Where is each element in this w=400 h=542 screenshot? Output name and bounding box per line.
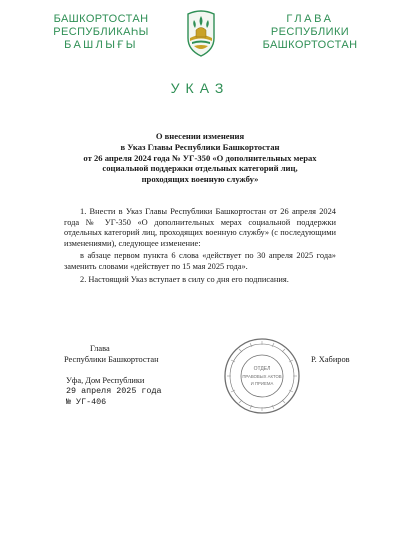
stamp-line-3: И ПРИЕМА [250, 381, 274, 386]
header-bashkir-line-3: БАШЛЫҒЫ [64, 39, 138, 51]
subject-line-1: О внесении изменения [155, 131, 245, 141]
header-bashkir [38, 13, 164, 52]
document-date: 29 апреля 2025 года [66, 386, 162, 396]
subject-line-5: проходящих военную службу» [141, 174, 259, 185]
signatory-name: Р. Хабиров [311, 355, 350, 364]
signatory-position [64, 344, 159, 366]
stamp-line-1: ОТДЕЛ [253, 366, 271, 372]
header-russian-line-3: БАШКОРТОСТАН [262, 39, 358, 51]
document-place: Уфа, Дом Республики [66, 376, 145, 385]
official-stamp [222, 336, 302, 416]
signatory-position-line-2: Республики Башкортостан [64, 354, 159, 364]
header-russian-line-1: ГЛАВА [286, 13, 334, 25]
document-body [64, 207, 336, 287]
stamp-line-2: ПРАВОВЫХ АКТОВ [242, 374, 282, 379]
header-bashkir-line-1: БАШКОРТОСТАН [53, 13, 149, 25]
document-subject [70, 131, 330, 185]
bashkortostan-emblem-icon [184, 8, 218, 58]
subject-line-3: от 26 апреля 2024 года № УГ-350 «О дополнительных мерах [83, 152, 317, 163]
header-bashkir-line-2: РЕСПУБЛИКАҺЫ [53, 26, 149, 38]
header-russian-line-2: РЕСПУБЛИКИ [270, 26, 350, 38]
document-title: УКАЗ [170, 80, 230, 96]
paragraph-1: 1. Внести в Указ Главы Республики Башкортостан от 26 апреля 2024 года № УГ-350 «О дополнительных мерах социальной поддержки отдельных категорий лиц, проходящих военную службу» (с последующими изменениями), следующее изменение: [64, 207, 336, 248]
header-russian [245, 13, 375, 52]
document-details [66, 375, 162, 408]
subject-line-2: в Указ Главы Республики Башкортостан [120, 141, 280, 152]
paragraph-3: 2. Настоящий Указ вступает в силу со дня его подписания. [80, 274, 289, 284]
paragraph-2: в абзаце первом пункта 6 слова «действует по 30 апреля 2025 года» заменить словами «действует по 15 мая 2025 года». [64, 251, 336, 271]
document-number: № УГ-406 [66, 397, 107, 407]
subject-line-4: социальной поддержки отдельных категорий лиц, [102, 163, 298, 174]
signatory-position-line-1: Глава [90, 344, 110, 353]
